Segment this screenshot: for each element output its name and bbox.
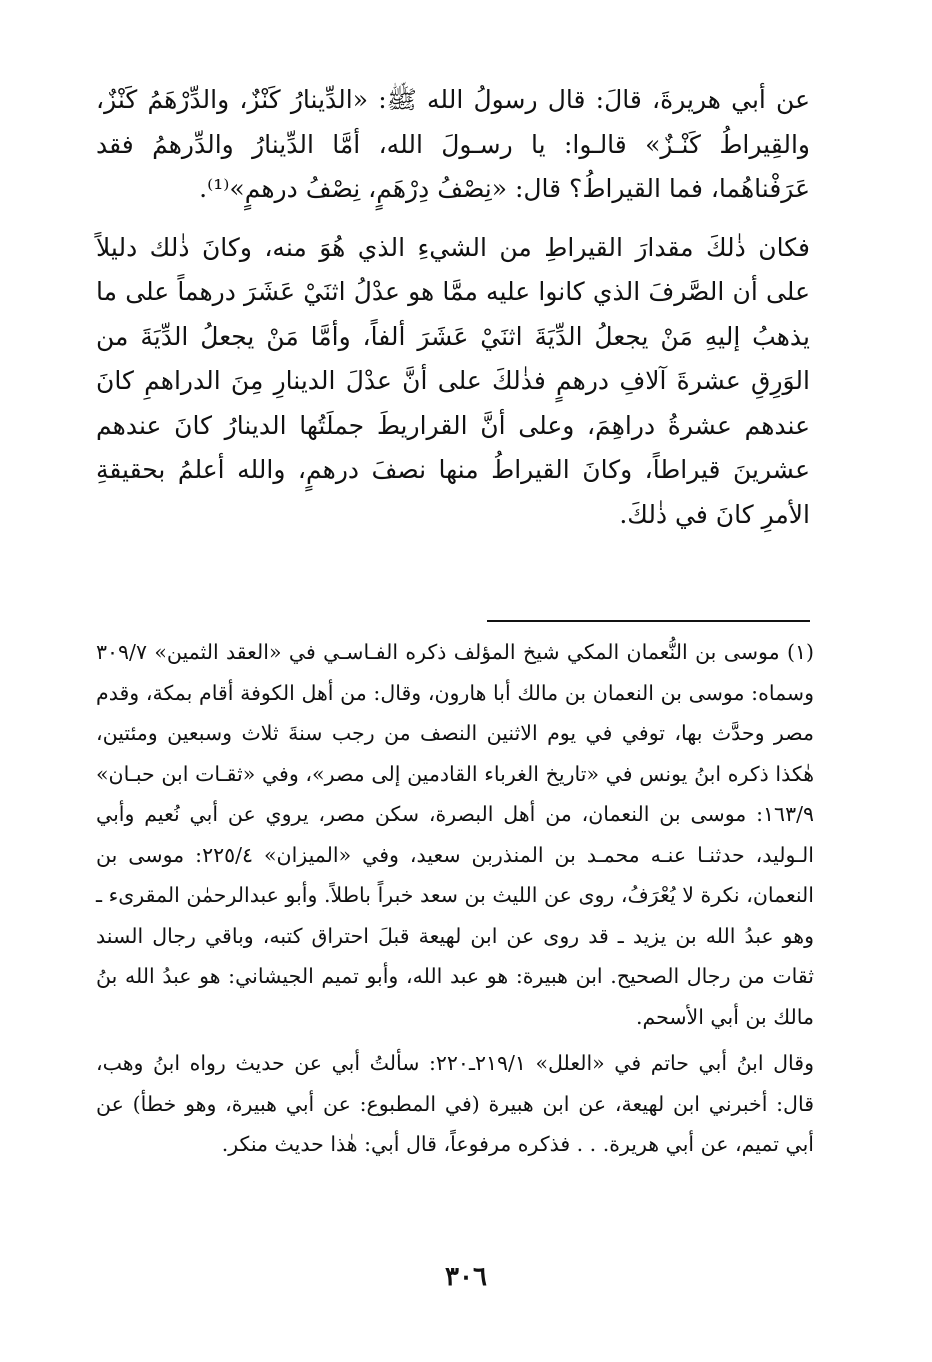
footnote-1-continuation: وقال ابنُ أبي حاتم في «العلل» ٢١٩/١ـ٢٢٠: سألتُ أبي عن حديث رواه ابنُ وهب، قال: أخبرني ابن لهيعة، عن ابن هبيرة (في المطبوع: عن أبي هبيرة، وهو خطأ) عن أبي تميم، عن أبي هريرة. . . فذكره مرفوعاً، قال أبي: هٰذا حديث منكر.	[96, 1051, 814, 1156]
footnote-1: (١) موسى بن النُّعمان المكي شيخ المؤلف ذكره الفـاسـي في «العقد الثمين» ٣٠٩/٧ وسماه: موسى بن النعمان بن مالك أبا هارون، وقال: من أهل الكوفة أقام بمكة، وقدم مصر وحدَّث بها، توفي في يوم الاثنين النصف من رجب سنةَ ثلاث وسبعين ومئتين، هٰكذا ذكره ابنُ يونس في «تاريخ الغرباء القادمين إلى مصر»، وفي «ثقـات ابن حبـان» ١٦٣/٩: موسى بن النعمان، من أهل البصرة، سكن مصر، يروي عن أبي نُعيم وأبي الـوليد، حدثنـا عنـه محمـد بن المنذربن سعيد، وفي «الميزان» ٢٢٥/٤: موسى بن النعمان، نكرة لا يُعْرَفُ، روى عن الليث بن سعد خبراً باطلاً. وأبو عبدالرحمٰن المقرىء ـ وهو عبدُ الله بن يزيد ـ قد روى عن ابن لهيعة قبلَ احتراق كتبه، وباقي رجال السند ثقات من رجال الصحيح. ابن هبيرة: هو عبد الله، وأبو تميم الجيشاني: هو عبدُ الله بنُ مالك بن أبي الأسحم.	[96, 640, 814, 1029]
footnotes	[96, 632, 814, 1165]
main-paragraph-commentary: فكان ذٰلكَ مقدارَ القيراطِ من الشيءِ الذي هُوَ منه، وكانَ ذٰلك دليلاً على أن الصَّرفَ الذي كانوا عليه ممَّا هو عدْلُ اثنَيْ عَشَرَ درهماً على ما يذهبُ إليهِ مَنْ يجعلُ الدِّيَةَ اثنَيْ عَشَرَ ألفاً، وأمَّا مَنْ يجعلُ الدِّيَةَ من الوَرِقِ عشرةَ آلافِ درهمٍ فذٰلكَ على أنَّ عدْلَ الدينارِ مِنَ الدراهمِ كانَ عندهم عشرةُ دراهِمَ، وعلى أنَّ القراريطَ جملَتُها الدينارُ كانَ عندهم عشرينَ قيراطاً، وكانَ القيراطُ منها نصفَ درهمٍ، والله أعلمُ بحقيقةِ الأمرِ كانَ في ذٰلكَ.	[96, 232, 810, 529]
footnote-separator	[487, 620, 810, 622]
page-number: ٣٠٦	[445, 1262, 487, 1292]
main-paragraph-hadith: عن أبي هريرةَ، قالَ: قال رسولُ الله ﷺ: «الدِّينارُ كَنْزٌ، والدِّرْهَمُ كَنْزٌ، والقِيراطُ كَنْـزٌ» قالـوا: يا رسـولَ الله، أمَّا الدِّينارُ والدِّرهمُ فقد عَرَفْناهُما، فما القيراطُ؟ قال: «نِصْفُ دِرْهَمٍ، نِصْفُ درهمٍ»⁽¹⁾.	[96, 85, 810, 203]
main-text	[96, 78, 810, 537]
